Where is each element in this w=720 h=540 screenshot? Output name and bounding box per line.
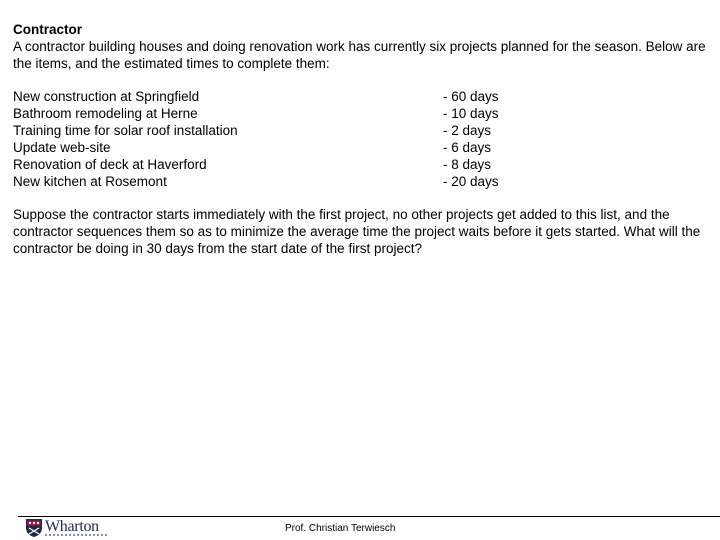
project-row [13, 122, 553, 139]
slide-title: Contractor [13, 22, 83, 37]
footer-divider [18, 516, 720, 517]
shield-plate-3 [37, 522, 39, 524]
project-duration: - 20 days [443, 174, 499, 189]
question-paragraph: Suppose the contractor starts immediately with the first project, no other projects get added to this list, and the contractor sequences them so as to minimize the average time the project waits before it gets started. What will the contractor be doing in 30 days from the start date of the first project? [13, 207, 701, 256]
project-name: New kitchen at Rosemont [13, 174, 167, 189]
project-name: Bathroom remodeling at Herne [13, 106, 198, 121]
project-name: Training time for solar roof installation [13, 123, 238, 138]
project-duration: - 2 days [443, 123, 492, 138]
project-row [13, 173, 553, 190]
shield-plate-2 [33, 522, 35, 524]
footer-author: Prof. Christian Terwiesch [285, 523, 396, 534]
project-row [13, 139, 553, 156]
intro-paragraph: A contractor building houses and doing renovation work has currently six projects planned for the season. Below are the items, and the estimated times to complete them: [13, 39, 706, 71]
project-duration: - 6 days [443, 140, 492, 155]
project-duration: - 8 days [443, 157, 492, 172]
project-row [13, 156, 553, 173]
project-row [13, 88, 553, 105]
project-name: Renovation of deck at Haverford [13, 157, 207, 172]
wharton-logo [25, 518, 110, 540]
project-name: New construction at Springfield [13, 89, 200, 104]
shield-plate-1 [29, 522, 31, 524]
logo-wordmark: Wharton [45, 518, 99, 535]
logo-subline [45, 534, 107, 539]
project-name: Update web-site [13, 140, 111, 155]
project-list [13, 88, 553, 190]
project-row [13, 105, 553, 122]
shield-icon [25, 518, 43, 538]
project-duration: - 10 days [443, 106, 499, 121]
project-duration: - 60 days [443, 89, 499, 104]
